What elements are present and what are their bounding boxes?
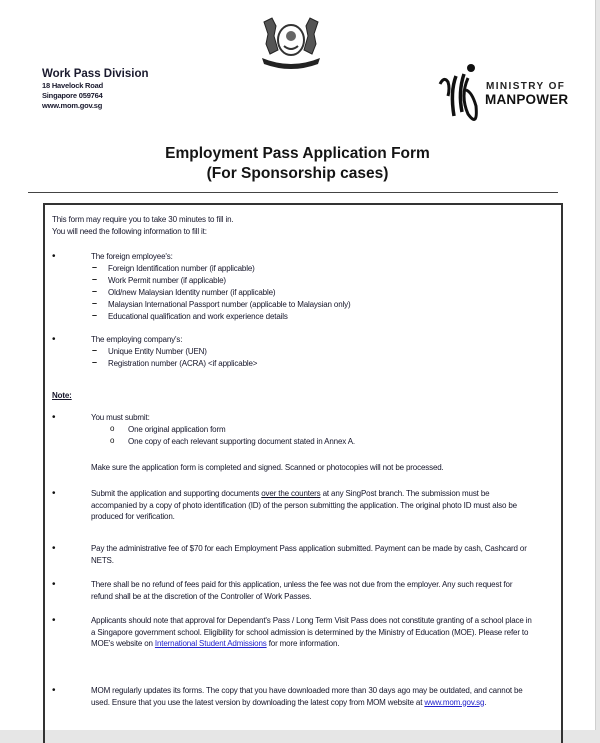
international-student-admissions-link[interactable]: International Student Admissions xyxy=(154,639,267,648)
dash-icon: – xyxy=(92,286,98,296)
school-text-end: for more information. xyxy=(266,639,340,648)
make-sure-text: Make sure the application form is completed and signed. Scanned or photocopies will not be processed. xyxy=(91,463,444,472)
bullet-icon: • xyxy=(52,615,56,626)
employee-item: Work Permit number (if applicable) xyxy=(108,276,226,285)
circle-bullet-icon: o xyxy=(110,436,115,445)
intro-line-1: This form may require you to take 30 minutes to fill in. xyxy=(52,215,234,224)
fee-paragraph: Pay the administrative fee of $70 for each Employment Pass application submitted. Payment can be made by cash, Cashcard or NETS. xyxy=(91,544,527,565)
form-subtitle: (For Sponsorship cases) xyxy=(206,165,389,182)
dash-icon: – xyxy=(92,310,98,320)
submission-paragraph xyxy=(91,488,536,523)
dash-icon: – xyxy=(92,345,98,355)
website-text: www.mom.gov.sg xyxy=(42,101,103,110)
submit-item: One copy of each relevant supporting document stated in Annex A. xyxy=(128,437,355,446)
bullet-icon: • xyxy=(52,251,56,262)
company-item: Registration number (ACRA) <if applicable> xyxy=(108,359,258,368)
employee-item: Old/new Malaysian Identity number (if applicable) xyxy=(108,288,276,297)
updates-text-end: . xyxy=(484,697,487,707)
updates-text-start: MOM regularly updates its forms. The copy that you have downloaded more than 30 days ago may be outdated, and cannot be used. Ensure that you use the latest version by downloading the latest copy from MOM website at xyxy=(91,686,523,707)
company-item: Unique Entity Number (UEN) xyxy=(108,347,207,356)
submission-text-end: at any SingPost branch. The submission must be accompanied by a copy of photo identification (ID) of the person submitting the application. The original photo ID must also be produced for verification. xyxy=(91,489,517,521)
mom-website-link[interactable]: www.mom.gov.sg xyxy=(424,697,485,707)
company-heading: The employing company's: xyxy=(91,335,183,344)
school-text-start: Applicants should note that approval for Dependant's Pass / Long Term Visit Pass does not constitute granting of a school place in a Singapore government school. Eligibility for school admission is determined by the Ministry of Education (MOE). Please refer to MOE's website on xyxy=(91,616,532,648)
address-line-2: Singapore 059764 xyxy=(42,91,103,100)
school-paragraph xyxy=(91,615,536,650)
logo-text-manpower: MANPOWER xyxy=(485,92,569,107)
submit-item: One original application form xyxy=(128,425,226,434)
form-title: Employment Pass Application Form xyxy=(165,145,430,162)
intro-line-2: You will need the following information to fill it: xyxy=(52,227,207,236)
singapore-crest-icon xyxy=(258,14,324,72)
title-divider xyxy=(28,192,558,193)
dash-icon: – xyxy=(92,298,98,308)
ministry-of-manpower-logo xyxy=(438,62,568,132)
refund-paragraph: There shall be no refund of fees paid for this application, unless the fee was not due from the employer. Any such request for refund shall be at the discretion of the Controller of Work Passes. xyxy=(91,580,513,601)
address-line-1: 18 Havelock Road xyxy=(42,81,103,90)
submit-heading: You must submit: xyxy=(91,413,150,422)
dash-icon: – xyxy=(92,357,98,367)
bullet-icon: • xyxy=(52,412,56,423)
submission-text-start: Submit the application and supporting documents xyxy=(91,489,262,498)
bullet-icon: • xyxy=(52,488,56,499)
bullet-icon: • xyxy=(52,579,56,590)
dash-icon: – xyxy=(92,262,98,272)
manpower-logo-mark-icon xyxy=(438,62,484,132)
circle-bullet-icon: o xyxy=(110,424,115,433)
note-label: Note: xyxy=(52,391,72,400)
employee-heading: The foreign employee's: xyxy=(91,252,173,261)
employee-item: Malaysian International Passport number (applicable to Malaysian only) xyxy=(108,300,351,309)
dash-icon: – xyxy=(92,274,98,284)
bullet-icon: • xyxy=(52,334,56,345)
logo-text-ministry-of: MINISTRY OF xyxy=(486,81,566,92)
bullet-icon: • xyxy=(52,543,56,554)
over-the-counters-link[interactable]: over the counters xyxy=(261,489,321,498)
employee-item: Foreign Identification number (if applicable) xyxy=(108,264,255,273)
bullet-icon: • xyxy=(52,685,56,696)
employee-item: Educational qualification and work experience details xyxy=(108,312,288,321)
sender-address xyxy=(42,68,149,111)
division-name: Work Pass Division xyxy=(42,68,149,80)
updates-paragraph xyxy=(91,685,536,708)
